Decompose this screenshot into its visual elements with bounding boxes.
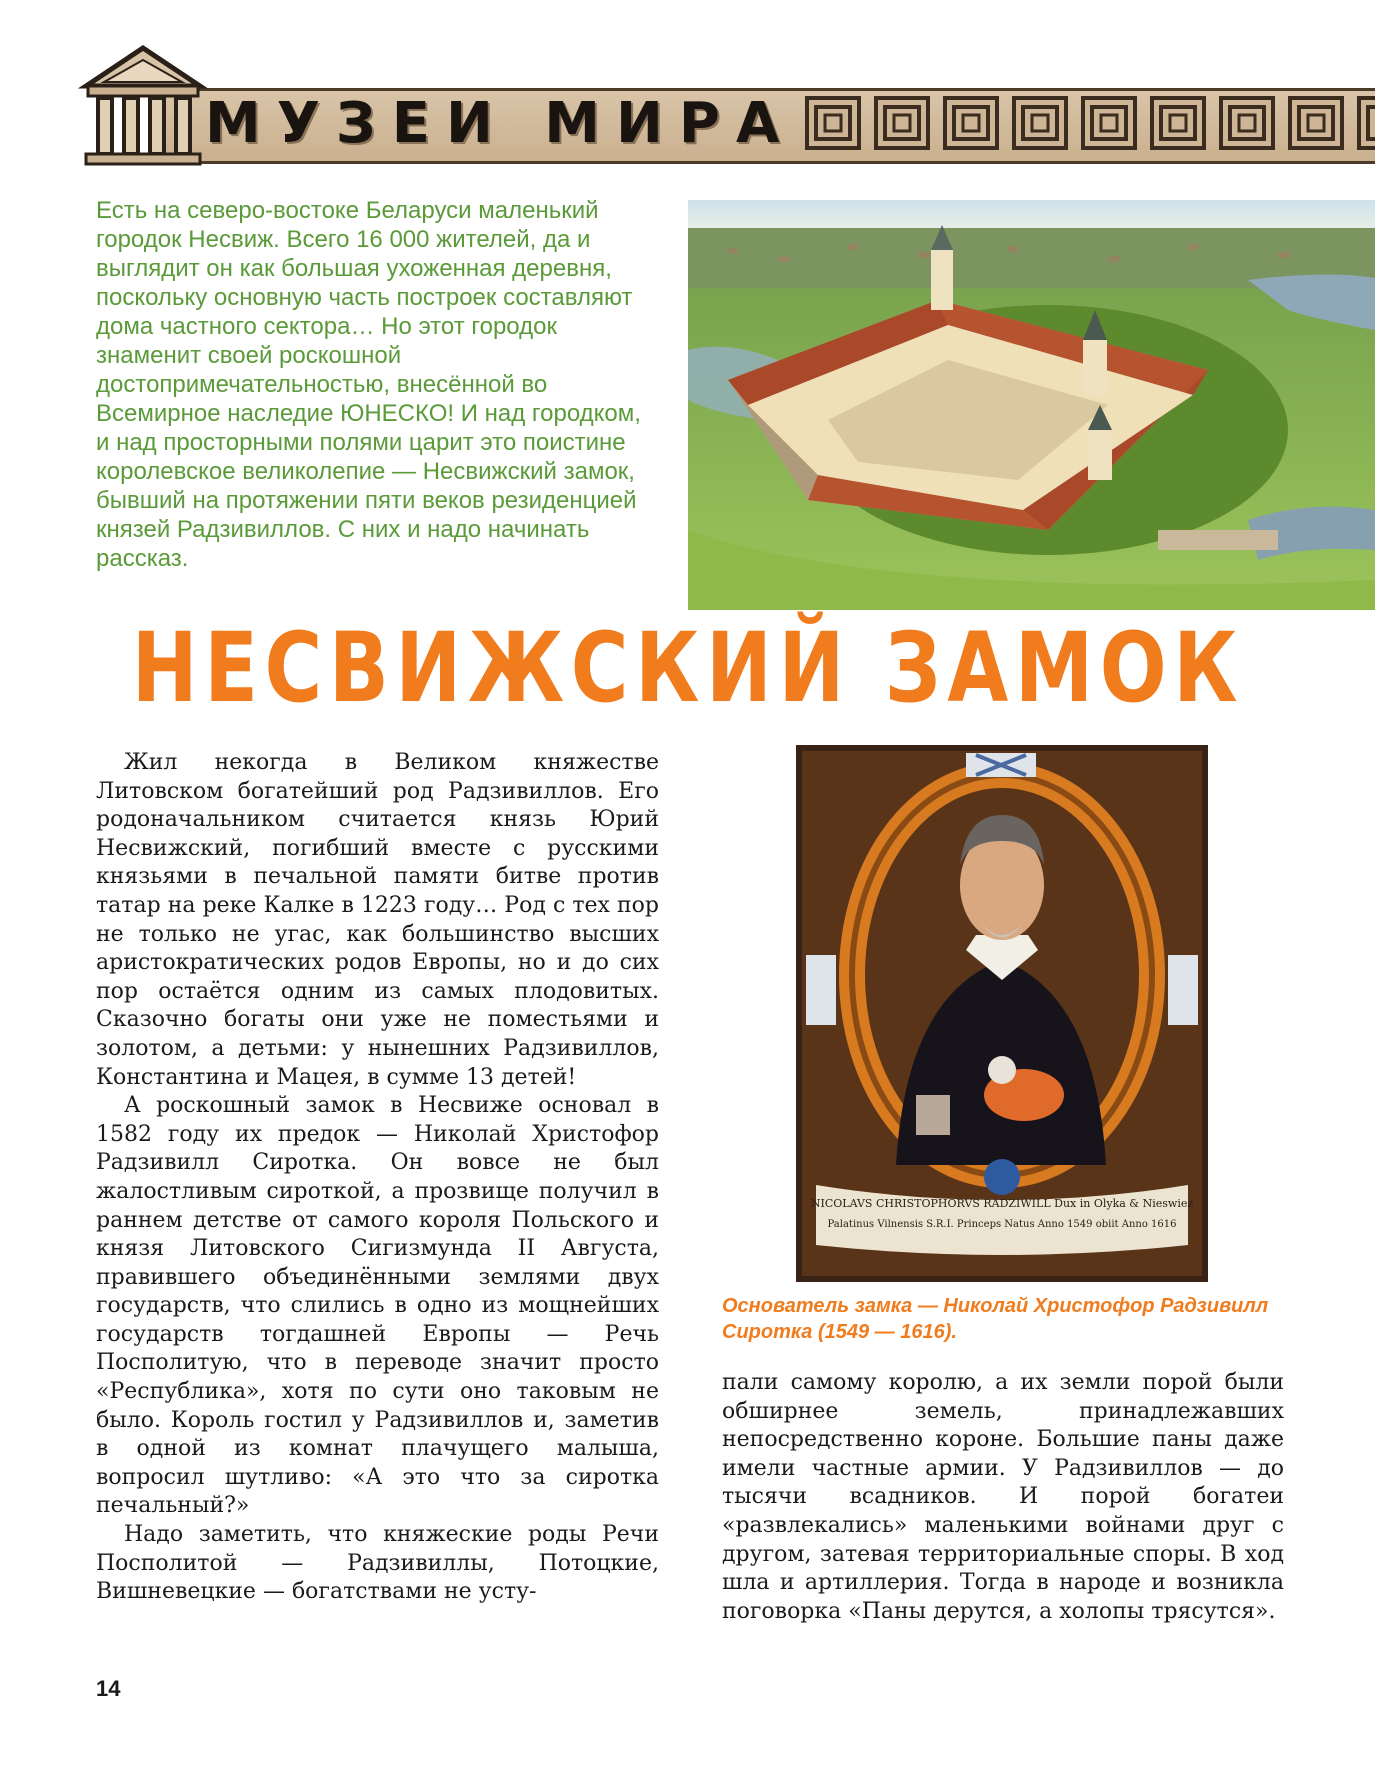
- article-column-right: [722, 1369, 1284, 1626]
- greek-key-icon: [1357, 96, 1375, 150]
- greek-key-icon: [1012, 96, 1068, 150]
- greek-key-icon: [943, 96, 999, 150]
- article-paragraph: пали самому королю, а их земли порой были обширнее земель, принадлежавших непосредственно короне. Большие паны даже имели частные армии. У Радзивиллов — до тысячи всадников. И порой богатеи «развлекались» маленькими войнами друг с другом, затевая территориальные споры. В ход шла и артиллерия. Тогда в народе и возникла поговорка «Паны дерутся, а холопы трясутся».: [722, 1370, 1284, 1624]
- greek-key-icon: [874, 96, 930, 150]
- article-paragraph: А роскошный замок в Несвиже основал в 1582 году их предок — Николай Христофор Радзивилл Сиротка. Он вовсе не был жалостливым сироткой, а прозвище получил в раннем детстве от самого короля Польского и князя Литовского Сигизмунда II Августа, правившего объединёнными землями двух государств, что слились в одно из мощнейших государств тогдашней Европы — Речь Посполитую, что в переводе значит просто «Республика», хотя по сути оно таковым не было. Король гостил у Радзивиллов и, заметив в одной из комнат плачущего малыша, вопросил шутливо: «А это что за сиротка печальный?»: [96, 1093, 659, 1519]
- intro-paragraph: Есть на северо-востоке Беларуси маленький городок Несвиж. Всего 16 000 жителей, да и выглядит он как большая ухоженная деревня, поскольку основную часть построек составляют дома частного сектора… Но этот городок знаменит своей роскошной достопримечательностью, внесённой во Всемирное наследие ЮНЕСКО! И над городком, и над просторными полями царит это поистине королевское великолепие — Несвижский замок, бывший на протяжении пяти веков резиденцией князей Радзивиллов. С них и надо начинать рассказ.: [96, 197, 641, 572]
- portrait-banner-line1: NICOLAVS CHRISTOPHORVS RADZIWILL Dux in Olyka & Nieswiez: [810, 1197, 1194, 1210]
- castle-photo: [688, 200, 1375, 610]
- greek-key-icon: [1288, 96, 1344, 150]
- article-paragraph: Надо заметить, что княжеские роды Речи Посполитой — Радзивиллы, Потоцкие, Вишневецкие — богатствами не усту-: [96, 1522, 659, 1605]
- temple-icon: [78, 40, 208, 170]
- greek-key-icon: [1081, 96, 1137, 150]
- portrait-caption: Основатель замка — Николай Христофор Радзивилл Сиротка (1549 — 1616).: [722, 1295, 1269, 1343]
- greek-key-icon: [1219, 96, 1275, 150]
- radziwill-portrait: [796, 745, 1208, 1282]
- portrait-banner-line2: Palatinus Vilnensis S.R.I. Princeps Natus Anno 1549 obiit Anno 1616: [827, 1219, 1177, 1230]
- greek-key-icon: [805, 96, 861, 150]
- greek-key-icon: [1150, 96, 1206, 150]
- article-title: НЕСВИЖСКИЙ ЗАМОК: [131, 612, 1245, 724]
- rubric-title: МУЗЕИ МИРА: [205, 91, 796, 156]
- article-column-left: [96, 749, 659, 1607]
- page-number: 14: [96, 1676, 121, 1701]
- article-paragraph: Жил некогда в Великом княжестве Литовском богатейший род Радзивиллов. Его родоначальником считается князь Юрий Несвижский, погибший вместе с русскими князьями в печальной памяти битве против татар на реке Калке в 1223 году… Род с тех пор не только не угас, как большинство высших аристократических родов Европы, но и до сих пор остаётся одним из самых плодовитых. Сказочно богаты они уже не поместьями и золотом, а детьми: у нынешних Радзивиллов, Константина и Мацея, в сумме 13 детей!: [96, 750, 659, 1090]
